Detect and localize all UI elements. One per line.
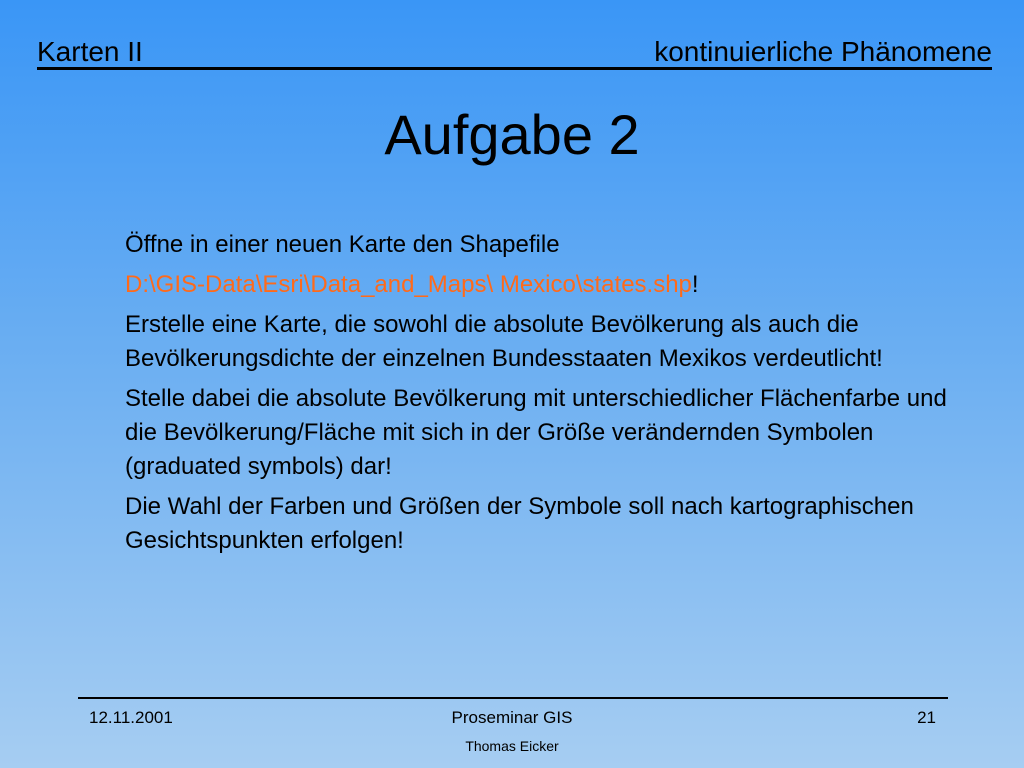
footer-date: 12.11.2001 xyxy=(89,708,173,727)
path-exclamation: ! xyxy=(691,271,699,298)
footer-seminar: Proseminar GIS xyxy=(451,708,573,727)
shapefile-path: D:\GIS-Data\Esri\Data_and_Maps\ Mexico\states.shp xyxy=(125,271,692,298)
paragraph-symbolization: Stelle dabei die absolute Bevölkerung mit unterschiedlicher Flächenfarbe und die Bevölkerung/Fläche mit sich in der Größe verändernden Symbolen (graduated symbols) dar! xyxy=(125,385,947,480)
paragraph-create-map: Erstelle eine Karte, die sowohl die absolute Bevölkerung als auch die Bevölkerungsdichte der einzelnen Bundesstaaten Mexikos verdeutlicht! xyxy=(125,311,883,372)
header-topic: kontinuierliche Phänomene xyxy=(654,36,992,67)
paragraph-file-path xyxy=(125,268,955,302)
footer-author: Thomas Eicker xyxy=(465,738,559,754)
footer-divider xyxy=(78,697,948,699)
footer-page-number: 21 xyxy=(917,708,936,727)
slide-header xyxy=(37,34,992,70)
paragraph-cartographic-choice: Die Wahl der Farben und Größen der Symbole soll nach kartographischen Gesichtspunkten erfolgen! xyxy=(125,493,914,554)
slide-title: Aufgabe 2 xyxy=(384,103,640,166)
header-course-title: Karten II xyxy=(37,36,143,67)
slide-body xyxy=(125,228,955,564)
paragraph-open-shapefile: Öffne in einer neuen Karte den Shapefile xyxy=(125,231,560,258)
